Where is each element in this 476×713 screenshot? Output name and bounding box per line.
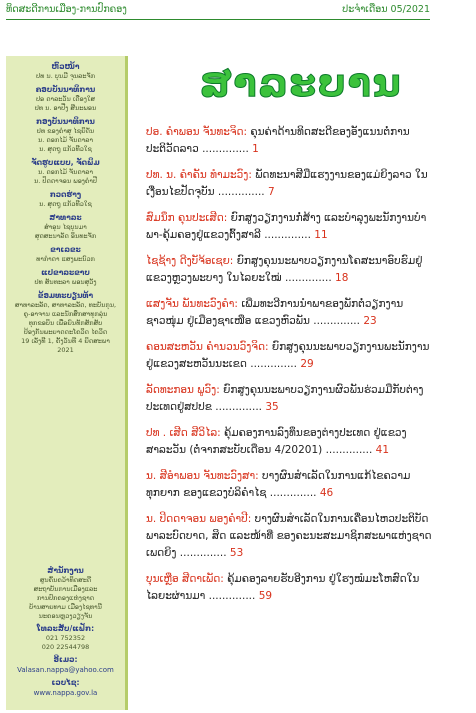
phone-number: 020 22544798 <box>41 643 90 651</box>
toc-page-number: 11 <box>314 229 328 241</box>
toc-article-title: ຄຸ້ມຄອງລາຍຮັບອີງການ ຢູ່ໃຮງໝໍມະໂຫສົດໃນໄລຍະຜ່ານມາ <box>146 573 420 602</box>
page-header <box>0 0 476 22</box>
address-line: ສູນຄົ້ນຄວ້າທິດສະດີ <box>39 576 92 584</box>
toc-article-title: ຄຸ້ມຄອງການລົງທຶນຂອງຕ່າງປະເທດ ຢູ່ແຂວງສາລະວັນ (ຕໍ່ຈາກສະບັບເດືອນ 4/20201) <box>146 427 407 456</box>
journal-name: ທິດສະດີການເມືອງ-ການປົກຄອງ <box>6 4 127 15</box>
toc-page-number: 53 <box>229 547 244 559</box>
toc-author: ບຸນເຫຼືອ ສີດາເພັດ: <box>146 573 224 585</box>
office-heading: ສຳນັກງານ <box>47 566 84 575</box>
toc-author: ແສງຈັນ ພັນທະວົງຄຳ: <box>146 298 238 310</box>
editorial-group <box>10 291 121 355</box>
group-heading: ກວດຮ່າງ <box>49 190 82 199</box>
address-line: ນະຄອນຫຼວງວຽງຈັນ <box>38 612 93 620</box>
editorial-sidebar <box>6 56 128 710</box>
email-link[interactable]: Valasan.nappa@yahoo.com <box>17 666 114 674</box>
toc-entry[interactable] <box>146 253 432 287</box>
editorial-group <box>10 62 121 81</box>
toc-entry[interactable] <box>146 167 432 201</box>
toc-entry[interactable] <box>146 296 432 330</box>
group-member: 2021 <box>57 346 74 354</box>
phone-heading: ໂທລະສັບ/ແຟັກ: <box>36 624 95 633</box>
toc-leader-dots: .............. <box>246 358 297 370</box>
toc-page-number: 23 <box>363 315 377 327</box>
toc-leader-dots: .............. <box>266 487 317 499</box>
toc-article-title: ຍົກສູງຄຸນນະພາບວຽກງານຜົວພັນຮ່ວມມືກັບຕ່າງປະເທດຢູ່ສປປຂ <box>146 384 424 413</box>
toc-author: ລັດທະກອນ ພູວົງ: <box>146 384 220 396</box>
website-link[interactable]: www.nappa.gov.la <box>33 689 98 697</box>
toc-leader-dots: .............. <box>198 143 249 155</box>
group-heading: ຄອບບັນນາທິການ <box>35 85 96 94</box>
address-line: ການປົກຄອງແຫ່ງຊາດ <box>36 594 95 602</box>
group-heading: ແປຂາລະຂາບ <box>41 268 90 277</box>
toc-page-number: 59 <box>258 590 273 602</box>
office-address <box>10 576 121 621</box>
toc-leader-dots: .............. <box>211 401 263 413</box>
toc-leader-dots: .............. <box>309 315 360 327</box>
toc-article-title: ຄຸນຄ່າດ້ານທິດສະດີຂອງອັງແນນຕໍ່ການປະຕິວັດລາວ <box>146 126 410 155</box>
toc-leader-dots: .............. <box>322 444 373 456</box>
office-contact <box>10 566 121 698</box>
toc-author: ສົມນຶກ ຄຸນປະເສີດ: <box>146 212 228 224</box>
group-member: ປ້ອງກັນພະຍາດດະໂຄວິດ ໄຄວິດ <box>23 328 108 336</box>
group-heading: ກອງບັນນາທິການ <box>36 117 95 126</box>
editorial-group <box>10 190 121 209</box>
group-heading: ຫົວໜ້າ <box>51 62 80 71</box>
group-member: ທຸກຂອບິນ ເພື່ອຍົນທັກສັກສັບ <box>28 319 103 327</box>
toc-entry[interactable] <box>146 511 432 562</box>
group-member: 19 ເລັ່ງທີ 1, ຄັ້ງວັນທີ 4 ຍິດສະພາ <box>21 337 110 345</box>
issue-date: ປະຈຳເດືອນ 05/2021 <box>342 4 430 15</box>
toc-leader-dots: .............. <box>176 547 227 559</box>
group-member: ນ. ປິດດາຈອນ ພອງຄຳປີ <box>34 177 97 185</box>
editorial-group <box>10 245 121 264</box>
toc-article-title: ຍົກສູງຄຸນນະພາບວຽກງານໂຄສະນາອົບຮົມຢູ່ແຂວງຫຼວງພະບາງ ໃນໄລຍະໃໝ່ <box>146 255 423 284</box>
group-member: ນ. ສຸດຖູ ແກ້ວທີວໃຊ <box>39 145 92 153</box>
group-member: ຄູ-ອາຈານ ແລະນັກສຶກສາທຸກລຸ່ນ <box>23 310 108 318</box>
group-member: ປທ ສັນທະລາ ພອນສຸວັງ <box>34 278 97 286</box>
group-member: ປທ ຂອງຄຳສຸ ໄຊຍິດັນ <box>36 127 95 135</box>
header-divider <box>6 19 430 20</box>
toc-article-title: ບາງຜົນສຳເລັດໃນການແກ້ໄຂຄວາມທຸກຍາກ ຂອງແຂວງບໍລິຄຳໄຊ <box>146 470 411 499</box>
toc-entry[interactable] <box>146 571 432 605</box>
email-heading: ອີເມວ: <box>53 655 78 664</box>
editorial-group <box>10 268 121 287</box>
group-member: ປທ ນ. ບຸນມີ ຈຸນລະຈັກ <box>36 72 95 80</box>
table-of-contents <box>146 124 432 614</box>
toc-article-title: ບາງຜົນສຳເລັດໃນການເຄື່ອນໄຫວປະຕິບັດພາລະບົດບາດ, ສິດ ແລະໜ້າທີ່ ຂອງຄະນະສະມາຊິກສະພາແຫ່ງຊາດເພດຍິງ <box>146 513 432 559</box>
group-member: ນ. ສຸດຖູ ແກ້ວທີວໃຊ <box>39 200 92 208</box>
toc-leader-dots: .............. <box>260 229 311 241</box>
toc-author: ປອ. ຄຳພອນ ຈັນທະຈິດ: <box>146 126 248 138</box>
toc-entry[interactable] <box>146 210 432 244</box>
toc-article-title: ພັດທະນາສີມືແຮງງານຂອງແມ່ຍິງລາວ ໃນເງື່ອນໄຂປັດຈຸບັນ <box>146 169 428 198</box>
toc-page-number: 35 <box>265 401 279 413</box>
toc-entry[interactable] <box>146 339 432 373</box>
toc-author: ປທ . ເສີດ ສີວິໄລ: <box>146 427 221 439</box>
toc-page-number: 7 <box>268 186 275 198</box>
group-heading: ຂາເລຂະ <box>50 245 81 254</box>
editorial-group <box>10 117 121 154</box>
toc-page-number: 41 <box>375 444 390 456</box>
group-heading: ຂ້ອມທະບຽນທ້າ <box>37 291 94 300</box>
group-member: ປທ ນ. ອາປີ່ງ ສີນະພອນ <box>34 104 97 112</box>
editorial-group <box>10 158 121 186</box>
website-heading: ເວບໄຊ: <box>51 678 80 687</box>
toc-entry[interactable] <box>146 124 432 158</box>
group-member: ທາກຳດາ ແສງພະນົວກ <box>36 255 95 263</box>
group-member: ສຳອຸນ ໄຊບຸນມາ <box>44 223 87 231</box>
toc-page-number: 18 <box>335 272 349 284</box>
group-member: ສຸດສະນາລັດ ອິນທະຈັກ <box>34 232 97 240</box>
group-heading: ສາທາລະ <box>49 213 82 222</box>
toc-author: ນ. ສີອຳພອນ ຈັນທະວົງສາ: <box>146 470 259 482</box>
group-member: ປອ ດາລະວັນ ເດືອງໃສ <box>35 95 96 103</box>
group-member: ນ. ດອກໄມ້ ຈັນດາລາ <box>38 168 93 176</box>
toc-leader-dots: .............. <box>205 590 256 602</box>
toc-article-title: ຍົກສູງວຽກງານກໍ່ສ້າງ ແລະບຳລຸງພະນັກງານບຳພາ-ຄຸ້ມຄອງຢູ່ແຂວງຕົ້ງສາລີ <box>146 212 427 241</box>
toc-page-number: 46 <box>319 487 334 499</box>
toc-entry[interactable] <box>146 382 432 416</box>
address-line: ບ້ານສາຍທາມ ເມືອງໄຊທານີ <box>29 603 102 611</box>
group-member: ນ. ດອກໄມ້ ຈັນດາລາ <box>38 136 93 144</box>
toc-page-number: 1 <box>252 143 259 155</box>
phone-numbers <box>10 634 121 652</box>
toc-author: ປທ. ນ. ຄຳຄັນ ທຳມະວົງ: <box>146 169 252 181</box>
phone-number: 021 752352 <box>45 634 86 642</box>
toc-author: ນ. ປິດດາຈອນ ພອງຄຳປີ: <box>146 513 252 525</box>
editorial-group <box>10 213 121 241</box>
editorial-groups <box>10 62 121 355</box>
toc-leader-dots: .............. <box>214 186 265 198</box>
toc-page-number: 29 <box>300 358 314 370</box>
editorial-group <box>10 85 121 113</box>
toc-entry[interactable] <box>146 468 432 502</box>
toc-article-title: ຍົກສູງຄຸນນະພາບວຽກງານພະນັກງານ ຢູ່ແຂວງສະຫວັນນະເຂດ <box>146 341 430 370</box>
address-line: ສະຖາບັນການເມືອງແລະ <box>33 585 98 593</box>
toc-article-title: ເພີ່ມທະວີການນຳພາຂອງພັກຕໍ່ວຽກງານຊາວໜຸ່ມ ຢູ່ເມືອງຊາເໜືອ ແຂວງຫົວພັນ <box>146 298 404 327</box>
group-member: ສາທາລະລັດ, ສາທາລະລັດ, ທະບັນກຸນ, <box>14 301 117 309</box>
page-title: ສາລະບານ <box>200 61 403 105</box>
toc-author: ຄອນສະຫວັນ ຄຳນວນວົງຈິດ: <box>146 341 269 353</box>
toc-author: ໄຊຊ້າງ ດີງບັຈ້ອເຊຍ: <box>146 255 234 267</box>
group-heading: ຈັດຮູບແບບ, ຈັດພິມ <box>31 158 100 167</box>
toc-entry[interactable] <box>146 425 432 459</box>
toc-leader-dots: .............. <box>281 272 332 284</box>
